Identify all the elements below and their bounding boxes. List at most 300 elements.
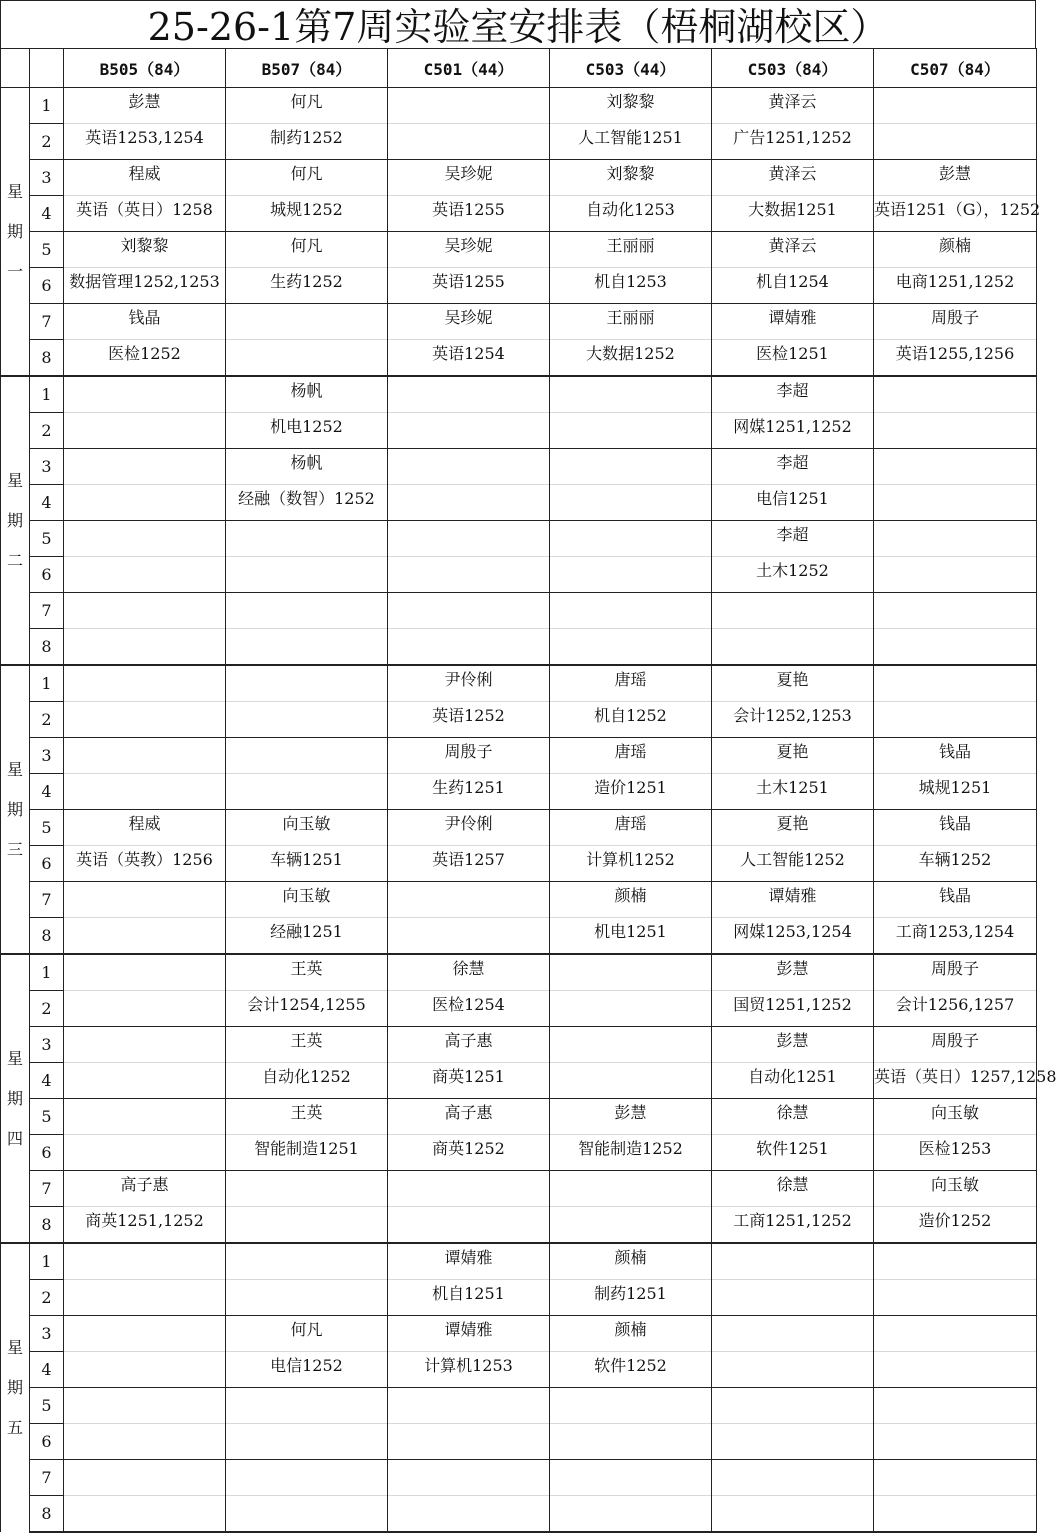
class-name: 国贸1251,1252 (733, 995, 852, 1014)
class-cell (388, 774, 550, 810)
teacher-cell (712, 1171, 874, 1207)
teacher-name: 李超 (776, 381, 809, 400)
teacher-cell (874, 160, 1037, 196)
class-name: 英语1255 (432, 200, 505, 219)
day-char: 一 (6, 261, 23, 281)
class-cell (388, 1424, 550, 1460)
teacher-cell (550, 665, 712, 702)
teacher-cell (388, 376, 550, 413)
teacher-cell (64, 304, 226, 340)
teacher-cell (64, 1027, 226, 1063)
class-name (64, 557, 225, 592)
class-name (64, 1496, 225, 1531)
teacher-name: 向玉敏 (282, 886, 331, 905)
teacher-cell (388, 1243, 550, 1280)
teacher-name: 吴珍妮 (444, 308, 493, 327)
class-cell (874, 124, 1037, 160)
teacher-name: 王英 (290, 959, 323, 978)
teacher-name: 黄泽云 (768, 236, 817, 255)
class-cell (388, 1063, 550, 1099)
class-name: 会计1254,1255 (247, 995, 366, 1014)
teacher-name: 夏艳 (776, 670, 809, 689)
day-char: 期 (6, 1088, 23, 1108)
class-name: 工商1253,1254 (895, 922, 1015, 941)
class-name (64, 991, 225, 1026)
teacher-name: 唐瑶 (614, 670, 647, 689)
class-cell (226, 196, 388, 232)
teacher-name: 唐瑶 (614, 742, 647, 761)
teacher-cell (64, 954, 226, 991)
teacher-cell (874, 232, 1037, 268)
class-name: 机自1252 (594, 706, 667, 725)
room-header: C503（44） (550, 49, 712, 88)
class-cell (388, 991, 550, 1027)
teacher-name (226, 666, 387, 701)
teacher-name (64, 593, 225, 628)
class-cell (226, 1063, 388, 1099)
class-name (388, 1207, 549, 1242)
class-cell (874, 1280, 1037, 1316)
teacher-cell (64, 88, 226, 124)
teacher-cell (388, 1171, 550, 1207)
day-label (1, 88, 30, 377)
teacher-cell (874, 1171, 1037, 1207)
teacher-name (550, 449, 711, 484)
teacher-name (64, 1027, 225, 1062)
period-row (1, 196, 1037, 232)
class-cell (874, 196, 1041, 232)
teacher-name (550, 955, 711, 990)
teacher-name (64, 1388, 225, 1423)
period-row (1, 1280, 1037, 1316)
class-name: 城规1252 (270, 200, 343, 219)
class-name: 大数据1251 (748, 200, 837, 219)
teacher-cell (388, 160, 550, 196)
teacher-name: 彭慧 (938, 164, 971, 183)
class-cell (226, 846, 388, 882)
class-name: 计算机1252 (586, 850, 675, 869)
class-name: 会计1252,1253 (733, 706, 852, 725)
class-name (874, 485, 1036, 520)
class-cell (712, 1424, 874, 1460)
class-cell (874, 846, 1037, 882)
class-name (226, 557, 387, 592)
teacher-cell (874, 1316, 1037, 1352)
teacher-cell (712, 665, 874, 702)
class-name: 商英1251,1252 (85, 1211, 204, 1230)
class-name (226, 1207, 387, 1242)
teacher-cell (550, 376, 712, 413)
teacher-name: 刘黎黎 (606, 164, 655, 183)
teacher-cell (874, 1243, 1037, 1280)
class-cell (874, 413, 1037, 449)
class-cell (388, 485, 550, 521)
class-name: 造价1251 (594, 778, 667, 797)
teacher-name: 夏艳 (776, 742, 809, 761)
teacher-cell (550, 954, 712, 991)
day-char: 星 (6, 759, 23, 779)
period-row (1, 1207, 1037, 1244)
class-name (388, 1424, 549, 1459)
class-name: 软件1252 (594, 1356, 667, 1375)
class-cell (550, 1207, 712, 1244)
teacher-name (64, 1460, 225, 1495)
class-cell (712, 485, 874, 521)
teacher-cell (712, 1243, 874, 1280)
period-number: 1 (30, 88, 64, 124)
class-name: 机电1251 (594, 922, 667, 941)
class-cell (388, 1352, 550, 1388)
class-name: 计算机1253 (424, 1356, 513, 1375)
teacher-cell (64, 1460, 226, 1496)
teacher-name: 王英 (290, 1103, 323, 1122)
teacher-cell (550, 160, 712, 196)
day-label (1, 665, 30, 954)
teacher-name (226, 1460, 387, 1495)
teacher-name: 钱晶 (128, 308, 161, 327)
teacher-cell (712, 810, 874, 846)
teacher-cell (64, 232, 226, 268)
teacher-name: 钱晶 (938, 814, 971, 833)
class-cell (226, 1352, 388, 1388)
teacher-cell (550, 882, 712, 918)
teacher-cell (874, 810, 1037, 846)
class-cell (388, 918, 550, 955)
teacher-name: 周殷子 (930, 959, 979, 978)
teacher-name: 颜楠 (938, 236, 971, 255)
class-cell (388, 702, 550, 738)
teacher-name: 周殷子 (444, 742, 493, 761)
period-row (1, 882, 1037, 918)
class-name (550, 485, 711, 520)
teacher-cell (712, 304, 874, 340)
teacher-cell (712, 954, 874, 991)
class-cell (712, 557, 874, 593)
teacher-cell (712, 1316, 874, 1352)
teacher-cell (64, 160, 226, 196)
day-char: 四 (6, 1128, 23, 1148)
teacher-name: 杨帆 (290, 381, 323, 400)
class-name (64, 1424, 225, 1459)
class-name (712, 629, 873, 664)
teacher-cell (874, 593, 1037, 629)
teacher-cell (874, 1460, 1037, 1496)
class-name: 广告1251,1252 (733, 128, 852, 147)
class-cell (64, 629, 226, 666)
period-number: 8 (30, 1207, 64, 1244)
class-cell (712, 340, 874, 377)
class-cell (388, 1496, 550, 1533)
class-name: 制药1251 (594, 1284, 667, 1303)
teacher-name (550, 1388, 711, 1423)
class-cell (226, 991, 388, 1027)
teacher-cell (388, 593, 550, 629)
teacher-cell (388, 665, 550, 702)
teacher-cell (874, 1099, 1037, 1135)
period-number: 6 (30, 1424, 64, 1460)
teacher-name (388, 1460, 549, 1495)
period-number: 3 (30, 1316, 64, 1352)
day-char: 三 (6, 839, 23, 859)
class-cell (874, 1352, 1037, 1388)
period-number: 2 (30, 991, 64, 1027)
teacher-name (388, 1171, 549, 1206)
teacher-cell (226, 665, 388, 702)
teacher-cell (874, 882, 1037, 918)
class-cell (64, 774, 226, 810)
teacher-name (874, 666, 1036, 701)
class-name: 土木1252 (756, 561, 829, 580)
teacher-cell (226, 1460, 388, 1496)
teacher-name: 高子惠 (120, 1175, 169, 1194)
teacher-name: 颜楠 (614, 1320, 647, 1339)
class-cell (874, 1063, 1057, 1099)
room-header: C501（44） (388, 49, 550, 88)
teacher-name: 谭婧雅 (444, 1320, 493, 1339)
period-row (1, 1027, 1037, 1063)
class-name: 英语（英教）1256 (76, 850, 213, 869)
teacher-name: 何凡 (290, 164, 323, 183)
period-number: 6 (30, 268, 64, 304)
class-name: 英语（英日）1258 (76, 200, 213, 219)
class-name (874, 557, 1036, 592)
teacher-name (874, 449, 1036, 484)
class-cell (64, 196, 226, 232)
period-number: 5 (30, 1388, 64, 1424)
period-number: 7 (30, 1171, 64, 1207)
teacher-cell (874, 304, 1037, 340)
teacher-cell (712, 593, 874, 629)
class-name: 商英1252 (432, 1139, 505, 1158)
class-name: 医检1253 (918, 1139, 992, 1158)
teacher-name: 王丽丽 (606, 236, 655, 255)
class-cell (226, 702, 388, 738)
class-cell (64, 1496, 226, 1533)
class-name (874, 413, 1036, 448)
class-cell (874, 1496, 1037, 1533)
period-row (1, 1388, 1037, 1424)
class-cell (712, 774, 874, 810)
class-cell (874, 268, 1037, 304)
teacher-cell (388, 521, 550, 557)
period-row (1, 1316, 1037, 1352)
class-name (874, 1280, 1036, 1315)
teacher-name: 高子惠 (444, 1031, 493, 1050)
period-number: 3 (30, 1027, 64, 1063)
day-label (1, 1243, 30, 1532)
teacher-cell (712, 738, 874, 774)
teacher-name: 王丽丽 (606, 308, 655, 327)
teacher-cell (712, 1099, 874, 1135)
teacher-cell (388, 232, 550, 268)
class-name (550, 1496, 711, 1531)
day-label (1, 954, 30, 1243)
class-name (64, 413, 225, 448)
period-row (1, 918, 1037, 955)
class-name: 车辆1251 (270, 850, 343, 869)
period-number: 8 (30, 629, 64, 666)
header-corner-period (30, 49, 64, 88)
class-name (550, 557, 711, 592)
teacher-name: 李超 (776, 525, 809, 544)
class-name (64, 918, 225, 953)
period-number: 8 (30, 918, 64, 955)
day-char: 星 (6, 181, 23, 201)
teacher-cell (388, 1099, 550, 1135)
teacher-cell (226, 1388, 388, 1424)
period-number: 4 (30, 485, 64, 521)
class-name (388, 918, 549, 953)
period-row (1, 1099, 1037, 1135)
teacher-name (874, 1460, 1036, 1495)
class-cell (550, 846, 712, 882)
class-cell (874, 340, 1037, 377)
teacher-cell (64, 1388, 226, 1424)
teacher-cell (388, 1027, 550, 1063)
class-cell (874, 1135, 1037, 1171)
teacher-name (874, 1388, 1036, 1423)
teacher-name: 王英 (290, 1031, 323, 1050)
class-cell (226, 268, 388, 304)
room-header: C503（84） (712, 49, 874, 88)
period-row (1, 268, 1037, 304)
teacher-name: 向玉敏 (930, 1175, 979, 1194)
class-name: 城规1251 (918, 778, 992, 797)
class-cell (226, 1496, 388, 1533)
period-number: 6 (30, 846, 64, 882)
period-row (1, 774, 1037, 810)
class-cell (226, 557, 388, 593)
teacher-name (388, 449, 549, 484)
class-name: 经融（数智）1252 (238, 489, 375, 508)
class-cell (550, 1135, 712, 1171)
room-header: B505（84） (64, 49, 226, 88)
class-cell (550, 557, 712, 593)
class-cell (550, 629, 712, 666)
teacher-name: 彭慧 (614, 1103, 647, 1122)
day-char: 五 (6, 1418, 23, 1437)
teacher-name (64, 377, 225, 412)
class-cell (64, 1424, 226, 1460)
teacher-cell (388, 738, 550, 774)
teacher-name (64, 882, 225, 917)
class-name (64, 485, 225, 520)
class-name: 网媒1253,1254 (733, 922, 852, 941)
teacher-name (712, 1316, 873, 1351)
teacher-cell (550, 1460, 712, 1496)
period-row (1, 232, 1037, 268)
teacher-cell (64, 1099, 226, 1135)
class-cell (64, 1352, 226, 1388)
teacher-cell (64, 738, 226, 774)
teacher-cell (226, 304, 388, 340)
period-number: 1 (30, 665, 64, 702)
teacher-cell (64, 1171, 226, 1207)
class-cell (388, 629, 550, 666)
teacher-name (64, 1316, 225, 1351)
class-name (226, 1280, 387, 1315)
period-number: 5 (30, 810, 64, 846)
teacher-cell (226, 810, 388, 846)
teacher-name: 黄泽云 (768, 92, 817, 111)
class-name: 土木1251 (756, 778, 829, 797)
period-number: 1 (30, 1243, 64, 1280)
period-row (1, 1460, 1037, 1496)
teacher-name: 向玉敏 (282, 814, 331, 833)
period-row (1, 954, 1037, 991)
teacher-name (388, 88, 549, 123)
teacher-cell (64, 449, 226, 485)
teacher-name: 吴珍妮 (444, 236, 493, 255)
class-cell (712, 1496, 874, 1533)
class-cell (712, 196, 874, 232)
teacher-name (64, 521, 225, 556)
class-name (712, 1352, 873, 1387)
teacher-name: 何凡 (290, 1320, 323, 1339)
class-cell (64, 991, 226, 1027)
teacher-cell (64, 376, 226, 413)
class-name (550, 1063, 711, 1098)
teacher-name (64, 738, 225, 773)
class-cell (226, 1207, 388, 1244)
teacher-name (874, 88, 1036, 123)
class-name (226, 702, 387, 737)
teacher-name (226, 521, 387, 556)
class-cell (388, 196, 550, 232)
teacher-name (64, 449, 225, 484)
teacher-cell (712, 882, 874, 918)
teacher-cell (712, 1027, 874, 1063)
class-name: 英语1254 (432, 344, 505, 363)
class-name: 机电1252 (270, 417, 343, 436)
teacher-cell (226, 1027, 388, 1063)
class-cell (64, 1135, 226, 1171)
class-cell (550, 991, 712, 1027)
class-cell (874, 1207, 1037, 1244)
class-cell (712, 268, 874, 304)
teacher-cell (388, 1388, 550, 1424)
class-cell (550, 774, 712, 810)
class-cell (388, 268, 550, 304)
teacher-name (550, 521, 711, 556)
teacher-name (874, 1244, 1036, 1279)
period-number: 5 (30, 232, 64, 268)
class-cell (388, 846, 550, 882)
class-name: 医检1254 (432, 995, 505, 1014)
teacher-cell (226, 882, 388, 918)
teacher-cell (550, 1171, 712, 1207)
day-char: 期 (6, 1378, 23, 1397)
class-cell (550, 1496, 712, 1533)
class-cell (388, 557, 550, 593)
teacher-name (712, 1388, 873, 1423)
class-cell (550, 268, 712, 304)
class-cell (64, 413, 226, 449)
class-cell (64, 846, 226, 882)
class-name (874, 124, 1036, 159)
class-name: 制药1252 (270, 128, 343, 147)
teacher-name (226, 1244, 387, 1279)
teacher-name: 徐慧 (776, 1103, 809, 1122)
teacher-cell (874, 88, 1037, 124)
teacher-name (64, 666, 225, 701)
class-cell (712, 1280, 874, 1316)
header-corner-day (1, 49, 30, 88)
class-cell (712, 1063, 874, 1099)
teacher-name (226, 1388, 387, 1423)
teacher-name: 黄泽云 (768, 164, 817, 183)
teacher-cell (64, 1316, 226, 1352)
